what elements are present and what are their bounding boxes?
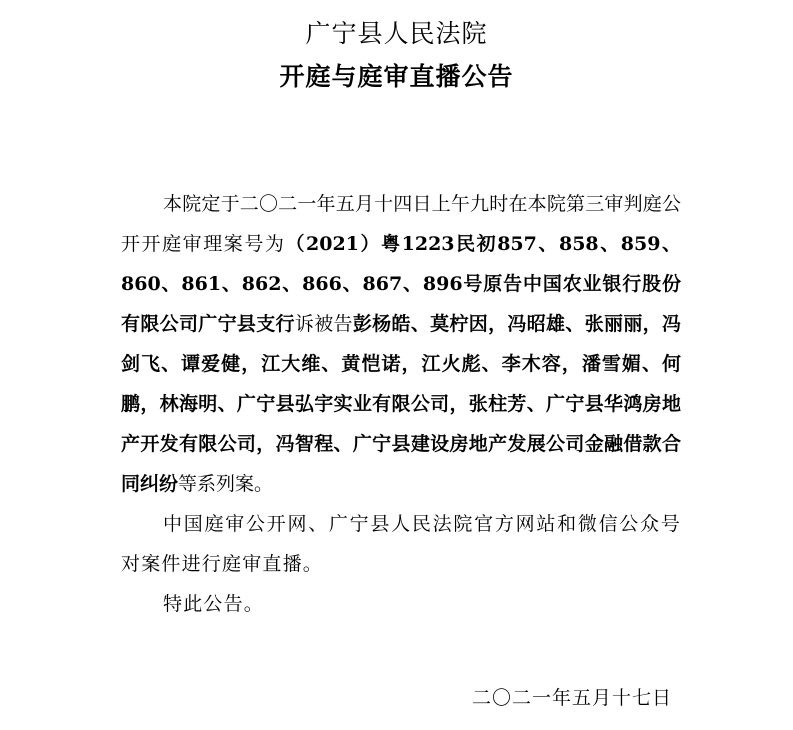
connector-text: 诉被告 (294, 313, 353, 335)
notice-paragraph-closing: 特此公告。 (163, 593, 265, 615)
notice-paragraph-main (121, 184, 681, 504)
notice-date: 二〇二一年五月十七日 (471, 687, 672, 709)
court-name: 广宁县人民法院 (305, 19, 488, 48)
defendants-and-cause-text: 彭杨皓、莫柠因，冯昭雄、张丽丽，冯剑飞、谭爱健，江大维、黄恺诺，江火彪、李木容，潘雪媚、何鹏，林海明、广宁县弘宇实业有限公司，张柱芳、广宁县华鸿房地产开发有限公司，冯智程、广宁县建设房地产发展公司金融借款合同纠纷 (121, 313, 681, 495)
case-numbers-text: （2021）粤1223民初857、858、859、860、861、862、866、867、896号原告中国农业银行股份有限公司广宁县支行 (121, 233, 681, 335)
notice-body (121, 184, 681, 624)
hearing-schedule-text: 本院定于二〇二一年五月十四日上午九时在本院第三审判庭公开开庭审理案号为 (121, 193, 681, 255)
notice-paragraph-broadcast: 中国庭审公开网、广宁县人民法院官方网站和微信公众号对案件进行庭审直播。 (121, 513, 681, 575)
series-suffix-text: 等系列案。 (178, 473, 274, 495)
notice-title: 开庭与庭审直播公告 (279, 62, 514, 91)
